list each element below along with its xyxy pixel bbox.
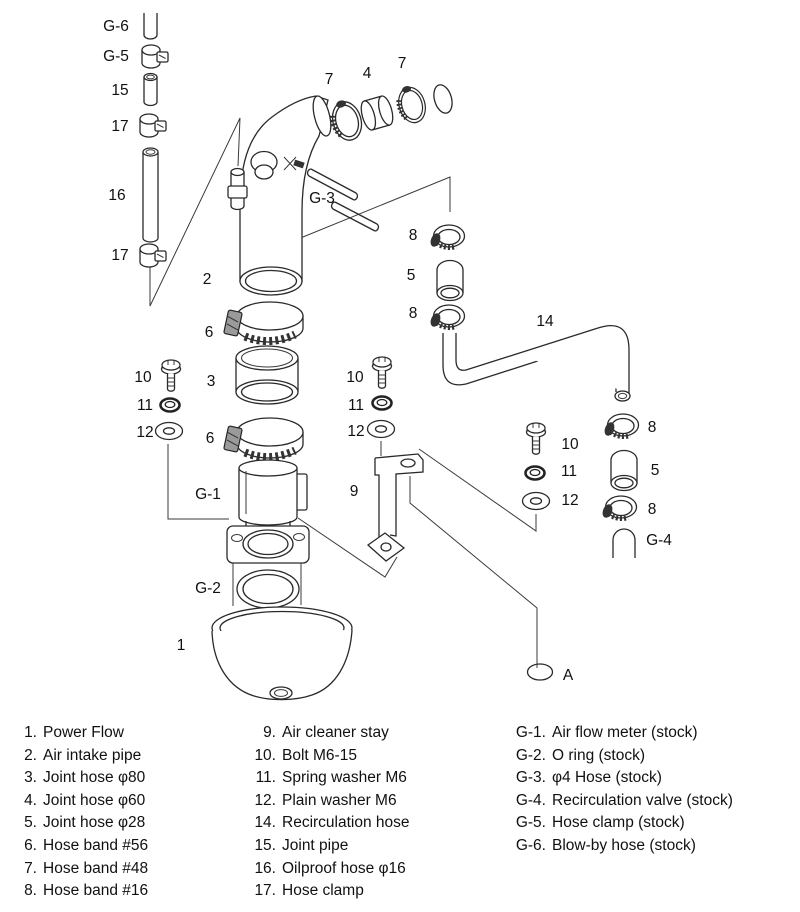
callout-5a: 5 [406, 267, 416, 284]
legend-text: Air intake pipe [43, 746, 142, 764]
callout-4: 4 [362, 65, 372, 82]
callout-10-mid: 10 [346, 369, 364, 386]
callout-8a: 8 [408, 227, 418, 244]
callout-9: 9 [349, 483, 359, 500]
legend-num: G-6. [515, 836, 546, 854]
part-joint-hose-80 [236, 346, 298, 404]
callout-g4: G-4 [646, 532, 672, 549]
legend-item [250, 880, 410, 903]
callout-17b: 17 [111, 247, 129, 264]
legend-text: Joint hose φ80 [43, 769, 146, 787]
callout-12-right: 12 [561, 492, 579, 509]
legend-text: Joint pipe [282, 836, 349, 854]
part-o-ring-g2 [237, 570, 299, 608]
legend-num: 14. [254, 814, 276, 832]
part-joint-hose-28-a [437, 261, 463, 301]
legend-item [250, 812, 410, 835]
part-hose-clamp-17-lower [140, 244, 166, 267]
callout-7a: 7 [324, 71, 334, 88]
legend-text: Spring washer M6 [282, 769, 407, 787]
legend-item [20, 722, 148, 745]
legend-text: Blow-by hose (stock) [552, 836, 696, 854]
callout-g1: G-1 [195, 486, 221, 503]
legend-num: 5. [24, 814, 37, 832]
part-hose-band-16-a [429, 225, 465, 248]
legend-item [250, 858, 410, 881]
callout-10-right: 10 [561, 436, 579, 453]
legend-num: 8. [24, 882, 37, 900]
legend-text: Hose clamp (stock) [552, 814, 685, 832]
legend-column-1 [20, 722, 148, 903]
legend-num: G-5. [515, 814, 546, 832]
legend-num: 16. [254, 859, 276, 877]
legend-num: 1. [24, 724, 37, 741]
legend-text: Power Flow [43, 724, 124, 741]
callout-12-left: 12 [136, 424, 154, 441]
callout-8d: 8 [647, 501, 657, 518]
callout-5c: 5 [650, 462, 660, 479]
callout-11-mid: 11 [347, 397, 365, 414]
legend-item [20, 745, 148, 768]
legend-num: G-1. [515, 724, 546, 741]
legend-item [20, 835, 148, 858]
callout-3: 3 [206, 373, 216, 390]
legend-item [508, 790, 733, 813]
legend-text: Joint hose φ60 [43, 791, 146, 809]
legend-item [250, 790, 410, 813]
callout-a: A [562, 667, 574, 684]
part-joint-hose-60 [358, 94, 395, 131]
legend-num: 4. [24, 791, 37, 809]
legend-num: G-3. [515, 769, 546, 787]
legend-text: Hose band #56 [43, 836, 149, 854]
callout-1: 1 [176, 637, 186, 654]
part-joint-hose-28-b [611, 451, 637, 491]
legend-num: 9. [263, 724, 276, 741]
callout-g6: G-6 [103, 18, 129, 35]
part-spring-washer-left [161, 399, 180, 412]
callout-15: 15 [111, 82, 129, 99]
callout-7b: 7 [397, 55, 407, 72]
part-bolt-left [162, 360, 181, 391]
part-hose-band-56-upper [224, 302, 303, 342]
part-hose-band-48-left [328, 96, 366, 143]
part-hose-band-16-c [603, 414, 639, 437]
legend-item [20, 812, 148, 835]
legend-item [508, 835, 733, 858]
legend-item [508, 812, 733, 835]
legend-num: G-2. [515, 746, 546, 764]
legend-text: Hose clamp [282, 882, 364, 900]
part-hose-band-56-lower [224, 418, 303, 458]
callout-g3: G-3 [309, 190, 335, 207]
part-spring-washer-middle [373, 397, 392, 410]
callout-6a: 6 [204, 324, 214, 341]
legend-item [508, 745, 733, 768]
legend-item [20, 880, 148, 903]
part-bolt-right [527, 423, 546, 454]
legend-text: O ring (stock) [552, 746, 646, 764]
part-recirculation-valve-g4 [613, 529, 635, 558]
legend-item [250, 835, 410, 858]
legend-num: 15. [254, 836, 276, 854]
legend-item [250, 722, 410, 745]
legend-num: 7. [24, 859, 37, 877]
part-joint-pipe-15 [144, 74, 157, 106]
callout-6b: 6 [205, 430, 215, 447]
legend-item [20, 790, 148, 813]
part-bolt-middle [373, 357, 392, 388]
mount-point-a [528, 660, 553, 680]
callout-14: 14 [536, 313, 554, 330]
callout-g2: G-2 [195, 580, 221, 597]
legend-item [20, 858, 148, 881]
legend-text: Air cleaner stay [282, 724, 389, 741]
part-pipe-end-ring [431, 83, 455, 116]
part-hose-band-16-d [601, 496, 637, 519]
legend-column-3 [508, 722, 733, 858]
part-hose-clamp-17-upper [140, 114, 166, 137]
part-oilproof-hose-16 [143, 148, 158, 242]
legend-item [250, 745, 410, 768]
part-plain-washer-right [523, 493, 550, 510]
legend-text: Recirculation valve (stock) [552, 791, 733, 809]
legend-num: 6. [24, 836, 37, 854]
part-spring-washer-right [526, 467, 545, 480]
callout-8c: 8 [647, 419, 657, 436]
part-hose-band-48-right [394, 82, 429, 125]
legend-text: Recirculation hose [282, 814, 410, 832]
legend-num: 2. [24, 746, 37, 764]
part-power-flow-filter-1 [212, 607, 352, 700]
legend-num: 12. [254, 791, 276, 809]
legend-text: Air flow meter (stock) [552, 724, 698, 741]
legend-num: 17. [254, 882, 276, 900]
legend-text: Hose band #48 [43, 859, 149, 877]
part-plain-washer-middle [368, 421, 395, 438]
legend-item [20, 767, 148, 790]
legend-num: G-4. [515, 791, 546, 809]
part-hose-band-16-b [429, 305, 465, 328]
legend-num: 3. [24, 769, 37, 787]
part-recirculation-hose-14 [443, 326, 630, 401]
legend-text: Plain washer M6 [282, 791, 397, 809]
callout-10-left: 10 [134, 369, 152, 386]
callout-8b: 8 [408, 305, 418, 322]
callout-12-mid: 12 [347, 423, 365, 440]
part-blow-by-hose-g6 [144, 13, 157, 39]
callout-11-left: 11 [136, 397, 154, 414]
callout-2: 2 [202, 271, 212, 288]
legend-item [508, 722, 733, 745]
part-plain-washer-left [156, 423, 183, 440]
legend-item [508, 767, 733, 790]
callout-16: 16 [108, 187, 126, 204]
legend-item [250, 767, 410, 790]
callout-11-right: 11 [560, 463, 578, 480]
legend-text: φ4 Hose (stock) [552, 769, 662, 787]
callout-17a: 17 [111, 118, 129, 135]
callout-g5: G-5 [103, 48, 129, 65]
legend-text: Bolt M6-15 [282, 746, 357, 764]
legend-num: 10. [254, 746, 276, 764]
legend-text: Joint hose φ28 [43, 814, 146, 832]
part-hose-clamp-g5 [142, 45, 168, 68]
legend-text: Hose band #16 [43, 882, 149, 900]
legend-text: Oilproof hose φ16 [282, 859, 406, 877]
legend-num: 11. [255, 769, 276, 787]
legend-column-2 [250, 722, 410, 903]
